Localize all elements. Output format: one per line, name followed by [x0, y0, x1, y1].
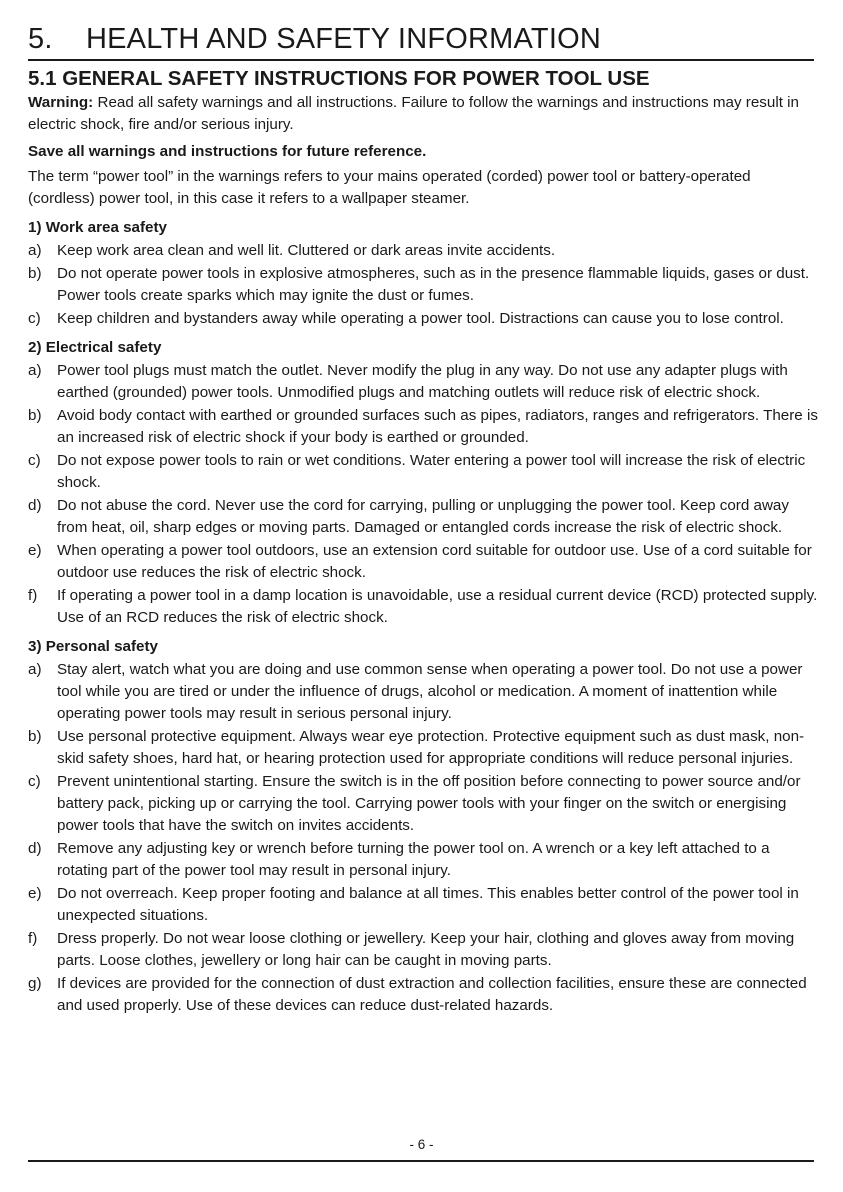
item-label: c) — [28, 452, 41, 469]
warning-paragraph — [28, 92, 818, 136]
list-item — [28, 883, 818, 927]
list-item — [28, 308, 818, 330]
item-label: b) — [28, 265, 42, 282]
item-text: If operating a power tool in a damp location is unavoidable, use a residual current device (RCD) protected supply. Use of an RCD reduces the risk of electric shock. — [57, 587, 818, 626]
item-text: Do not operate power tools in explosive atmospheres, such as in the presence flammable liquids, gases or dust. Power tools create sparks which may ignite the dust or fumes. — [57, 265, 810, 304]
section-title: 1) Work area safety — [28, 219, 168, 236]
page-content — [28, 66, 818, 1017]
item-label: b) — [28, 407, 42, 424]
item-label: a) — [28, 242, 42, 259]
warning-label: Warning: — [28, 94, 94, 111]
list-item — [28, 726, 818, 770]
safety-sections — [28, 217, 818, 1017]
item-text: Do not abuse the cord. Never use the cord for carrying, pulling or unplugging the power tool. Keep cord away from heat, oil, sharp edges or moving parts. Damaged or entangled cords increase the risk of electric shock. — [57, 497, 789, 536]
item-text: Do not expose power tools to rain or wet conditions. Water entering a power tool will increase the risk of electric shock. — [57, 452, 806, 491]
list-item — [28, 495, 818, 539]
bottom-rule — [28, 1160, 814, 1162]
list-item — [28, 585, 818, 629]
item-label: g) — [28, 975, 42, 992]
section-title: 2) Electrical safety — [28, 339, 162, 356]
list-item — [28, 263, 818, 307]
item-text: If devices are provided for the connection of dust extraction and collection facilities, ensure these are connected and used properly. Use of these devices can reduce dust-related hazards. — [57, 975, 807, 1014]
list-item — [28, 771, 818, 837]
item-label: a) — [28, 362, 42, 379]
heading-title: HEALTH AND SAFETY INFORMATION — [86, 23, 601, 55]
list-item — [28, 540, 818, 584]
item-label: d) — [28, 497, 42, 514]
section-heading: 5.1 GENERAL SAFETY INSTRUCTIONS FOR POWER TOOL USE — [28, 67, 650, 90]
item-label: c) — [28, 773, 41, 790]
list-item — [28, 973, 818, 1017]
item-label: f) — [28, 587, 38, 604]
list-item — [28, 240, 818, 262]
item-label: f) — [28, 930, 38, 947]
item-label: a) — [28, 661, 42, 678]
item-text: Power tool plugs must match the outlet. Never modify the plug in any way. Do not use any adapter plugs with earthed (grounded) power tools. Unmodified plugs and matching outlets will reduce risk of electric shock. — [57, 362, 788, 401]
item-text: Prevent unintentional starting. Ensure the switch is in the off position before connecting to power source and/or battery pack, picking up or carrying the tool. Carrying power tools with your finger on the switch or energising power tools that have the switch on invites accidents. — [57, 773, 801, 834]
page-heading — [28, 20, 601, 58]
item-text: Keep work area clean and well lit. Cluttered or dark areas invite accidents. — [57, 242, 556, 259]
top-rule — [28, 59, 814, 61]
item-text: When operating a power tool outdoors, use an extension cord suitable for outdoor use. Use of a cord suitable for outdoor use reduces the risk of electric shock. — [57, 542, 812, 581]
page-number: - 6 - — [409, 1137, 434, 1152]
item-text: Stay alert, watch what you are doing and use common sense when operating a power tool. Do not use a power tool while you are tired or under the influence of drugs, alcohol or medication. A moment of inattention while operating power tools may result in serious personal injury. — [57, 661, 803, 722]
heading-number: 5. — [28, 23, 53, 55]
item-label: e) — [28, 542, 42, 559]
list-item — [28, 928, 818, 972]
item-label: c) — [28, 310, 41, 327]
item-text: Avoid body contact with earthed or grounded surfaces such as pipes, radiators, ranges and refrigerators. There is an increased risk of electric shock if your body is earthed or grounded. — [57, 407, 818, 446]
item-label: b) — [28, 728, 42, 745]
list-item — [28, 659, 818, 725]
list-item — [28, 405, 818, 449]
item-text: Remove any adjusting key or wrench before turning the power tool on. A wrench or a key left attached to a rotating part of the power tool may result in personal injury. — [57, 840, 770, 879]
item-label: e) — [28, 885, 42, 902]
item-text: Do not overreach. Keep proper footing and balance at all times. This enables better control of the power tool in unexpected situations. — [57, 885, 799, 924]
list-item — [28, 838, 818, 882]
save-note: Save all warnings and instructions for future reference. — [28, 143, 427, 160]
list-item — [28, 360, 818, 404]
list-item — [28, 450, 818, 494]
item-text: Dress properly. Do not wear loose clothing or jewellery. Keep your hair, clothing and gloves away from moving parts. Loose clothes, jewellery or long hair can be caught in moving parts. — [57, 930, 795, 969]
term-note: The term “power tool” in the warnings refers to your mains operated (corded) power tool or battery-operated (cordless) power tool, in this case it refers to a wallpaper steamer. — [28, 168, 751, 207]
warning-text: Read all safety warnings and all instructions. Failure to follow the warnings and instructions may result in electric shock, fire and/or serious injury. — [28, 94, 799, 133]
item-text: Keep children and bystanders away while operating a power tool. Distractions can cause you to lose control. — [57, 310, 784, 327]
item-label: d) — [28, 840, 42, 857]
item-text: Use personal protective equipment. Always wear eye protection. Protective equipment such as dust mask, non-skid safety shoes, hard hat, or hearing protection used for appropriate conditions will reduce personal injuries. — [57, 728, 805, 767]
section-title: 3) Personal safety — [28, 638, 158, 655]
